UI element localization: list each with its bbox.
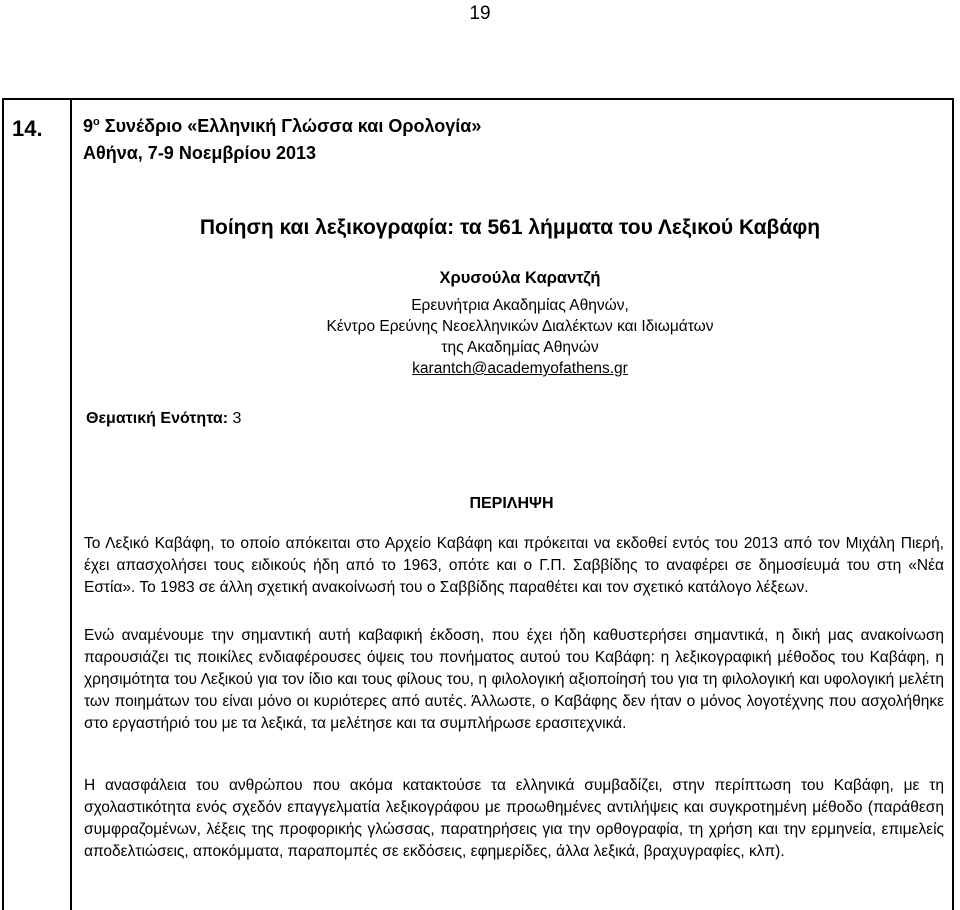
- page-number: 19: [469, 3, 491, 24]
- paper-title: Ποίηση και λεξικογραφία: τα 561 λήμματα του Λεξικού Καβάφη: [199, 216, 821, 239]
- conference-name: Συνέδριο «Ελληνική Γλώσσα και Ορολογία»: [104, 116, 482, 136]
- author-block: [300, 268, 740, 379]
- conference-ordinal: 9: [83, 116, 94, 136]
- paragraph-text: Ενώ αναμένουμε την σημαντική αυτή καβαφική έκδοση, που έχει ήδη καθυστερήσει σημαντικά, η δική μας ανακοίνωση παρουσιάζει τις ποικίλες ενδιαφέρουσες όψεις του πονήματος αυτού του Καβάφη: η λεξικογραφική μέθοδος του Καβάφη, η χρησιμότητα του Λεξικού για τον ίδιο και τους φίλους του, η φιλολογική αξιοποίησή του για τη φιλολογική και υφολογική μελέτη των ποιημάτων του είναι μόνο οι κυριότερες από αυτές. Άλλωστε, ο Καβάφης δεν ήταν ο μόνος λογοτέχνης που ασχολήθηκε στο εργαστήριό του με τα λεξικά, τα μελέτησε και τα συμπλήρωσε ερασιτεχνικά.: [84, 627, 944, 732]
- thematic-unit: [86, 410, 241, 428]
- thematic-unit-label: Θεματική Ενότητα:: [86, 410, 229, 427]
- paragraph-text: Η ανασφάλεια του ανθρώπου που ακόμα κατακτούσε τα ελληνικά συμβαδίζει, στην περίπτωση του Καβάφη, με τη σχολαστικότητα ενός σχεδόν επαγγελματία λεξικογράφου με προωθημένες αντιλήψεις και συγκροτημένη μέθοδο (παράθεση συμφραζομένων, λέξεις της προφορικής γλώσσας, παρατηρήσεις για την ορθογραφία, τη χρήση και την ερμηνεία, επιμελείς αποδελτιώσεις, αποκόμματα, παραπομπές σε εκδόσεις, εφημερίδες, άλλα λεξικά, βραχυγραφίες, κλπ).: [84, 777, 944, 860]
- abstract-paragraph-3: [84, 775, 944, 863]
- author-name: Χρυσούλα Καραντζή: [439, 269, 601, 287]
- conference-ordinal-sup: ο: [93, 116, 100, 128]
- author-affiliation-3: της Ακαδημίας Αθηνών: [441, 339, 599, 356]
- thematic-unit-value: 3: [232, 410, 242, 427]
- author-affiliation-2: Κέντρο Ερεύνης Νεοελληνικών Διαλέκτων και Ιδιωμάτων: [326, 318, 714, 335]
- abstract-heading: ΠΕΡΙΛΗΨΗ: [469, 495, 554, 512]
- author-email-link[interactable]: karantch@academyofathens.gr: [412, 360, 628, 377]
- conference-title: [83, 116, 481, 137]
- abstract-paragraph-1: [84, 533, 944, 599]
- conference-place-date: Αθήνα, 7-9 Νοεμβρίου 2013: [83, 143, 317, 163]
- author-affiliation-1: Ερευνήτρια Ακαδημίας Αθηνών,: [411, 297, 629, 314]
- abstract-paragraph-2: [84, 625, 944, 735]
- item-number: 14.: [12, 116, 43, 141]
- paragraph-text: Το Λεξικό Καβάφη, το οποίο απόκειται στο Αρχείο Καβάφη και πρόκειται να εκδοθεί εντός του 2013 από τον Μιχάλη Πιερή, έχει απασχολήσει τους ειδικούς ήδη από το 1963, οπότε και ο Γ.Π. Σαββίδης το αναφέρει σε δημοσίευμά του στη «Νέα Εστία». Το 1983 σε άλλη σχετική ανακοίνωσή του ο Σαββίδης παραθέτει και τον σχετικό κατάλογο λέξεων.: [84, 535, 944, 596]
